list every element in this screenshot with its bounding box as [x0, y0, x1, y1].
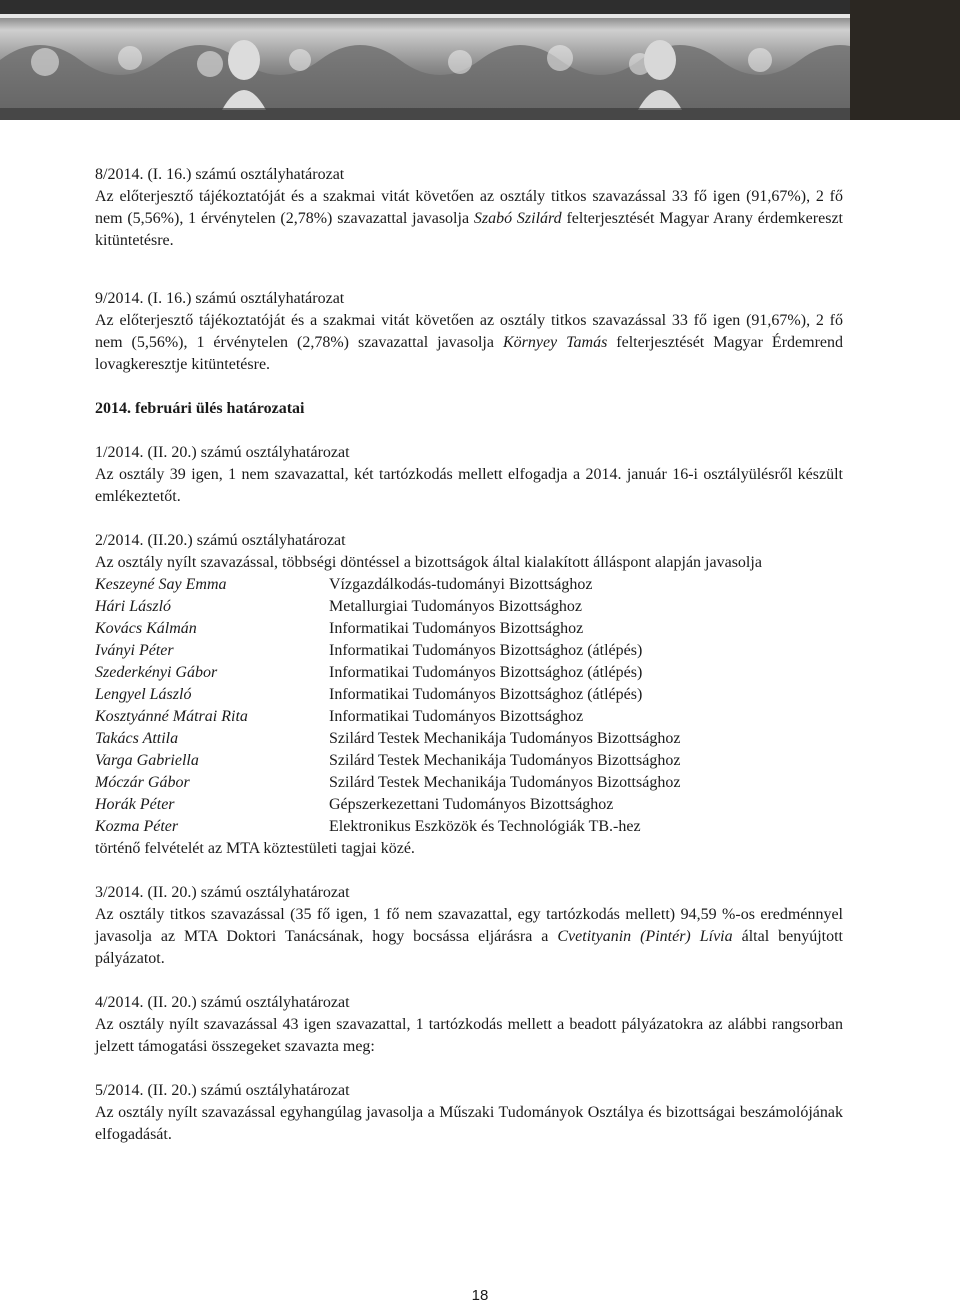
document-body: [95, 164, 843, 1146]
resolution-5-2014: [95, 1080, 843, 1146]
list-item: Lengyel László Informatikai Tudományos Bizottsághoz (átlépés): [95, 686, 643, 703]
list-item: Iványi Péter Informatikai Tudományos Bizottsághoz (átlépés): [95, 642, 643, 659]
list-item: Móczár Gábor Szilárd Testek Mechanikája Tudományos Bizottsághoz: [95, 774, 681, 791]
resolution-text: Az osztály titkos szavazással (35 fő igen, 1 fő nem szavazattal, egy tartózkodás mellett) 94,59 %-os eredménnyel javasolja az MTA Doktori Tanácsának, hogy bocsássa eljárásra a Cvetityanin (Pintér) Lívia által benyújtott pályázatot.: [95, 906, 843, 967]
resolution-text: Az osztály nyílt szavazással 43 igen szavazattal, 1 tartózkodás mellett a beadott pályázatokra az alábbi rangsorban jelzett támogatási összegeket szavazta meg:: [95, 1016, 843, 1055]
resolution-text: Az osztály nyílt szavazással egyhangúlag javasolja a Műszaki Tudományok Osztálya és bizottságai beszámolójának elfogadását.: [95, 1104, 843, 1143]
nominee-name: Környey Tamás: [502, 334, 608, 351]
nominee-name: Szabó Szilárd: [473, 210, 562, 227]
list-item: Keszeyné Say Emma Vízgazdálkodás-tudományi Bizottsághoz: [95, 576, 593, 593]
resolution-title: 1/2014. (II. 20.) számú osztályhatározat: [95, 444, 350, 461]
list-item: Kosztyánné Mátrai Rita Informatikai Tudományos Bizottsághoz: [95, 708, 584, 725]
section-heading: 2014. februári ülés határozatai: [95, 400, 305, 417]
resolution-title: 3/2014. (II. 20.) számú osztályhatározat: [95, 884, 350, 901]
resolution-title: 8/2014. (I. 16.) számú osztályhatározat: [95, 166, 345, 183]
list-item: Kovács Kálmán Informatikai Tudományos Bizottsághoz: [95, 620, 584, 637]
resolution-9-2014: [95, 288, 843, 376]
applicant-name: Cvetityanin (Pintér) Lívia: [557, 928, 733, 945]
list-item: Szederkényi Gábor Informatikai Tudományos Bizottsághoz (átlépés): [95, 664, 643, 681]
resolution-title: 2/2014. (II.20.) számú osztályhatározat: [95, 532, 346, 549]
header-banner: [0, 0, 960, 120]
resolution-8-2014: [95, 164, 843, 252]
page-number: 18: [471, 1287, 489, 1304]
resolution-4-2014: [95, 992, 843, 1058]
list-item: Kozma Péter Elektronikus Eszközök és Technológiák TB.-hez: [95, 818, 641, 835]
list-item: Horák Péter Gépszerkezettani Tudományos Bizottsághoz: [95, 796, 614, 813]
member-list: [95, 574, 843, 838]
resolution-title: 4/2014. (II. 20.) számú osztályhatározat: [95, 994, 350, 1011]
banner-dark-panel: [850, 0, 960, 120]
resolution-intro: Az osztály nyílt szavazással, többségi döntéssel a bizottságok által kialakított álláspont alapján javasolja: [95, 554, 762, 571]
list-item: Takács Attila Szilárd Testek Mechanikája Tudományos Bizottsághoz: [95, 730, 681, 747]
resolution-2-2014: [95, 530, 843, 860]
resolution-outro: történő felvételét az MTA köztestületi tagjai közé.: [95, 840, 415, 857]
resolution-title: 9/2014. (I. 16.) számú osztályhatározat: [95, 290, 345, 307]
ornamental-frieze-image: [0, 0, 850, 120]
list-item: Hári László Metallurgiai Tudományos Bizottsághoz: [95, 598, 583, 615]
resolution-text: Az előterjesztő tájékoztatóját és a szakmai vitát követően az osztály titkos szavazással 33 fő igen (91,67%), 2 fő nem (5,56%), 1 érvénytelen (2,78%) szavazattal javasolja Környey Tamás felterjesztését Magyar Érdemrend lovagkeresztje kitüntetésre.: [95, 312, 844, 373]
resolution-1-2014: [95, 442, 843, 508]
resolution-title: 5/2014. (II. 20.) számú osztályhatározat: [95, 1082, 350, 1099]
resolution-text: Az osztály 39 igen, 1 nem szavazattal, két tartózkodás mellett elfogadja a 2014. január 16-i osztályülésről készült emlékeztetőt.: [95, 466, 843, 505]
resolution-text: Az előterjesztő tájékoztatóját és a szakmai vitát követően az osztály titkos szavazással 33 fő igen (91,67%), 2 fő nem (5,56%), 1 érvénytelen (2,78%) szavazattal javasolja Szabó Szilárd felterjesztését Magyar Arany érdemkereszt kitüntetésre.: [95, 188, 843, 249]
list-item: Varga Gabriella Szilárd Testek Mechanikája Tudományos Bizottsághoz: [95, 752, 681, 769]
resolution-3-2014: [95, 882, 843, 970]
